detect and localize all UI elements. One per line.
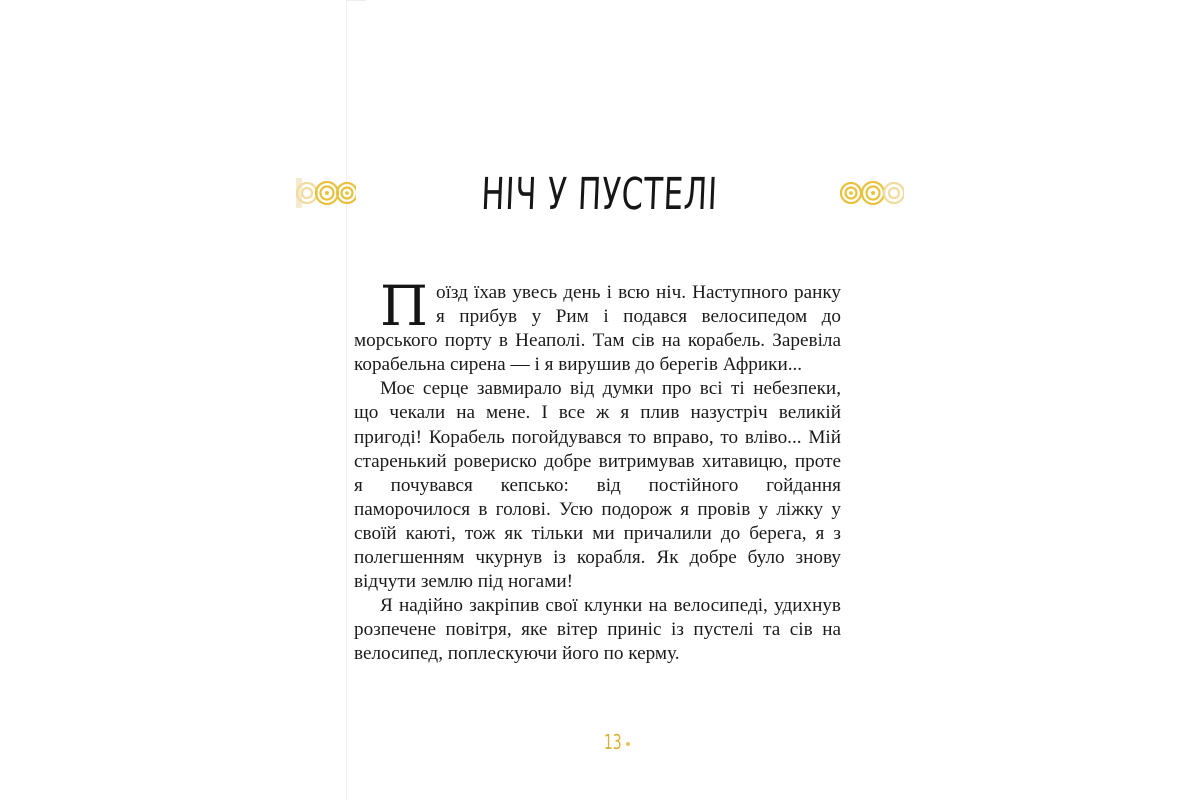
page-number: 13 [603,730,622,754]
page-edge [346,0,347,800]
paragraph-text: оїзд їхав увесь день і всю ніч. Наступного ранку я прибув у Рим і подався велосипедом до морського порту в Неаполі. Там сів на корабель. Заревіла корабельна сирена — і я вирушив до берегів Африки... [354,282,841,376]
drop-cap: П [380,274,428,338]
paragraph: Я надійно закріпив свої клунки на велосипеді, удихнув розпечене повітря, яке вітер приніс із пустелі та сів на велосипед, поплескуючи його по керму. [354,595,841,665]
gold-spiral-ornament-icon [296,178,356,208]
page-number-dot [626,742,630,746]
page-edge-top [346,0,366,1]
chapter-title: НІЧ У ПУСТЕЛІ [480,169,720,220]
gold-spiral-ornament-icon [838,178,904,208]
paragraph [354,274,841,377]
paragraph: Моє серце завмирало від думки про всі ті небезпеки, що чекали на мене. І все ж я плив назустріч великій пригоді! Корабель погойдувався то вправо, то вліво... Мій старенький ровериско добре витримував хитавицю, проте я почувався кепсько: від постійного гойдання паморочилося в голові. Усю подорож я провів у ліжку у своїй каюті, тож як тільки ми причалили до берега, я з полегшенням чкурнув із корабля. Як добре було знову відчути землю під ногами! [354,378,841,593]
chapter-body [354,274,841,667]
chapter-title-row [445,160,755,230]
